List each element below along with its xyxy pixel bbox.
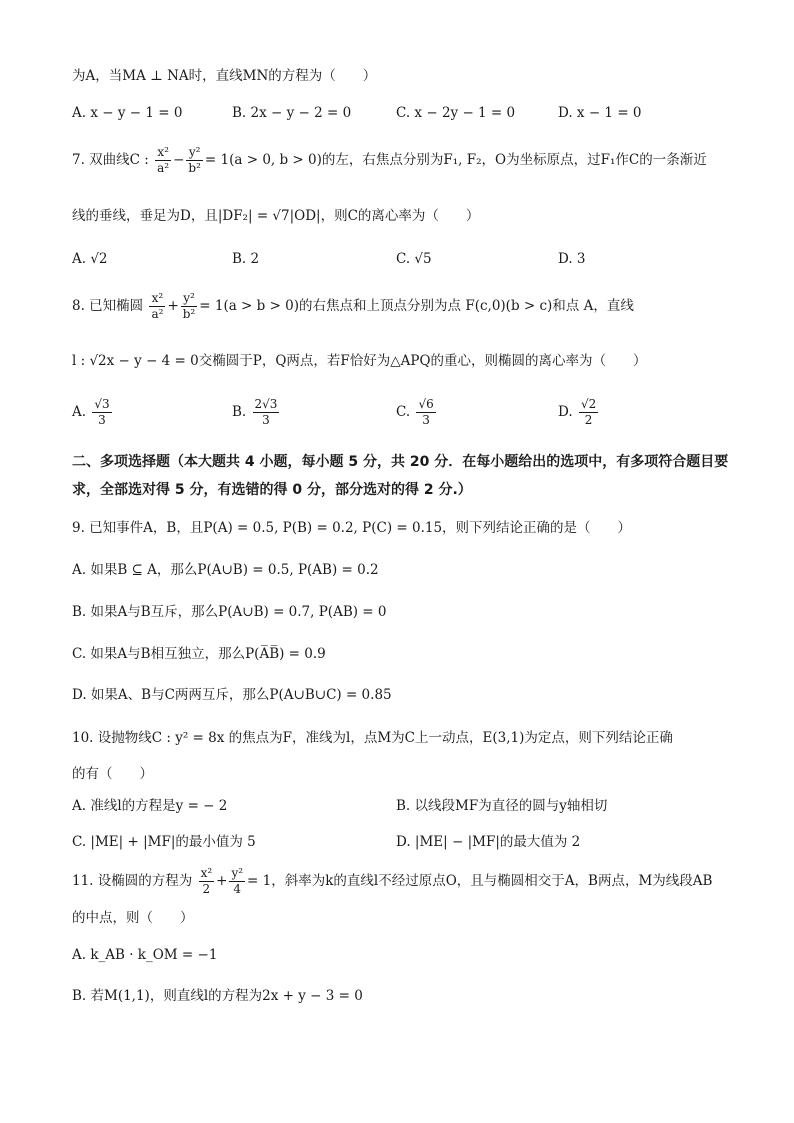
q7-label: 7. 双曲线C : bbox=[72, 152, 149, 168]
q11-frac-x: $\frac{\text{x²}}{2}$ bbox=[200, 866, 213, 896]
q7-frac-x: $\frac{\text{x²}}{\text{a²}}$ bbox=[157, 145, 170, 175]
q11-stem-rest: = 1，斜率为k的直线l不经过原点O，且与椭圆相交于A，B两点，M为线段AB bbox=[247, 873, 713, 889]
q6-option-a: A. x − y − 1 = 0 bbox=[72, 105, 183, 121]
q6-option-b: B. 2x − y − 2 = 0 bbox=[232, 105, 352, 121]
q8-frac-y: $\frac{\text{y²}}{\text{b²}}$ bbox=[182, 291, 196, 321]
q8-option-a: A. $\frac{√3}{3}$ bbox=[72, 397, 110, 427]
q11-stem-line1: 11. 设椭圆的方程为 $\frac{\text{x²}}{2}$ + $\frac{\text{y²}}{4}$ = 1，斜率为k的直线l不经过原点O，且与椭圆相交于A，B两点，M为线段AB bbox=[72, 866, 713, 896]
q8-stem-line1: 8. 已知椭圆 $\frac{\text{x²}}{\text{a²}}$ + $\frac{\text{y²}}{\text{b²}}$ = 1(a > b > 0)的右焦点和上顶点分别为点 F(c,0)(b > c)和点 A，直线 bbox=[72, 291, 634, 321]
q8-stem-line2: l : √2x − y − 4 = 0交椭圆于P，Q两点，若F恰好为△APQ的重心，则椭圆的离心率为（ ） bbox=[72, 353, 647, 369]
q8-label: 8. 已知椭圆 bbox=[72, 298, 144, 314]
section-2-heading: 二、多项选择题（本大题共 4 小题，每小题 5 分，共 20 分．在每小题给出的选项中，有多项符合题目要求，全部选对得 5 分，有选错的得 0 分，部分选对的得 2 分.） bbox=[72, 454, 729, 498]
q7-stem-line1: 7. 双曲线C : $\frac{\text{x²}}{\text{a²}}$ − $\frac{\text{y²}}{\text{b²}}$ = 1(a > 0, b > 0)的左，右焦点分别为F₁, F₂，O为坐标原点，过F₁作C的一条渐近 bbox=[72, 145, 707, 175]
q6-tail: 为A，当MA ⊥ NA时，直线MN的方程为（ ） bbox=[72, 68, 377, 84]
q8-stem-rest: = 1(a > b > 0)的右焦点和上顶点分别为点 F(c,0)(b > c)和点 A，直线 bbox=[199, 298, 634, 314]
q8-option-b: B. $\frac{2√3}{3}$ bbox=[232, 397, 278, 427]
q9-option-b: B. 如果A与B互斥，那么P(A∪B) = 0.7, P(AB) = 0 bbox=[72, 604, 387, 620]
q7-stem-rest: = 1(a > 0, b > 0)的左，右焦点分别为F₁, F₂，O为坐标原点，过F₁作C的一条渐近 bbox=[204, 152, 707, 168]
q10-option-c: C. |ME| + |MF|的最小值为 5 bbox=[72, 834, 256, 850]
q6-option-c: C. x − 2y − 1 = 0 bbox=[396, 105, 516, 121]
q11-frac-y: $\frac{\text{y²}}{4}$ bbox=[231, 866, 244, 896]
q11-label: 11. 设椭圆的方程为 bbox=[72, 873, 193, 889]
q9-option-a: A. 如果B ⊆ A，那么P(A∪B) = 0.5, P(AB) = 0.2 bbox=[72, 562, 379, 578]
q7-option-c: C. √5 bbox=[396, 251, 432, 267]
q8-option-d: D. $\frac{√2}{2}$ bbox=[558, 397, 597, 427]
q10-option-b: B. 以线段MF为直径的圆与y轴相切 bbox=[396, 798, 608, 814]
q11-option-b: B. 若M(1,1)，则直线l的方程为2x + y − 3 = 0 bbox=[72, 988, 363, 1004]
q9-option-d: D. 如果A、B与C两两互斥，那么P(A∪B∪C) = 0.85 bbox=[72, 687, 392, 703]
q9-option-c: C. 如果A与B相互独立，那么P(A̅B̅) = 0.9 bbox=[72, 646, 326, 662]
q10-stem-line2: 的有（ ） bbox=[72, 766, 153, 782]
q11-option-a: A. k_AB · k_OM = −1 bbox=[72, 947, 218, 963]
q7-stem-line2: 线的垂线，垂足为D，且|DF₂| = √7|OD|，则C的离心率为（ ） bbox=[72, 208, 480, 224]
q10-option-d: D. |ME| − |MF|的最大值为 2 bbox=[396, 834, 581, 850]
q8-frac-x: $\frac{\text{x²}}{\text{a²}}$ bbox=[151, 291, 164, 321]
q6-option-d: D. x − 1 = 0 bbox=[558, 105, 642, 121]
q7-option-d: D. 3 bbox=[558, 251, 586, 267]
q11-stem-line2: 的中点，则（ ） bbox=[72, 910, 194, 926]
q7-option-a: A. √2 bbox=[72, 251, 108, 267]
q8-option-c: C. $\frac{√6}{3}$ bbox=[396, 397, 434, 427]
q10-stem-line1: 10. 设抛物线C : y² = 8x 的焦点为F，准线为l，点M为C上一动点，E(3,1)为定点，则下列结论正确 bbox=[72, 730, 673, 746]
q9-stem: 9. 已知事件A，B，且P(A) = 0.5, P(B) = 0.2, P(C) = 0.15，则下列结论正确的是（ ） bbox=[72, 520, 632, 536]
q10-option-a: A. 准线l的方程是y = − 2 bbox=[72, 798, 228, 814]
q7-option-b: B. 2 bbox=[232, 251, 260, 267]
q7-frac-y: $\frac{\text{y²}}{\text{b²}}$ bbox=[188, 145, 201, 175]
